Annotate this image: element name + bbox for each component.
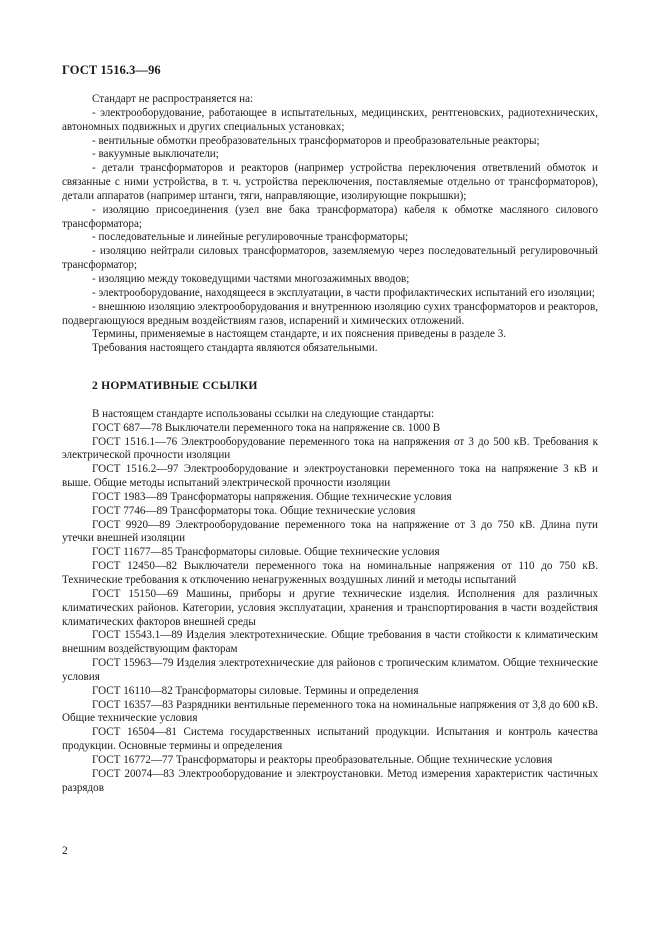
reference-entry: ГОСТ 9920—89 Электрооборудование переменного тока на напряжение от 3 до 750 кВ. Длина пути утечки внешней изоляции	[62, 518, 598, 545]
reference-entry: ГОСТ 1983—89 Трансформаторы напряжения. Общие технические условия	[92, 490, 452, 503]
standard-code-header: ГОСТ 1516.3—96	[62, 63, 161, 77]
reference-entry: ГОСТ 15150—69 Машины, приборы и другие технические изделия. Исполнения для различных климатических районов. Категории, условия эксплуатации, хранения и транспортирования в части воздействия климатических факторов внешней среды	[62, 587, 598, 628]
reference-entry: ГОСТ 20074—83 Электрооборудование и электроустановки. Метод измерения характеристик частичных разрядов	[62, 767, 598, 794]
reference-entry: ГОСТ 15963—79 Изделия электротехнические для районов с тропическим климатом. Общие технические условия	[62, 657, 598, 683]
scope-item: - вакуумные выключатели;	[92, 148, 219, 161]
page-content	[62, 93, 598, 796]
scope-item: - детали трансформаторов и реакторов (например устройства переключения ответвлений обмоток и связанные с ними устройства, в т. ч. устройства переключения, поставляемые отдельно от трансформаторов), детали аппаратов (например штанги, тяги, направляющие, изолирующие покрышки);	[62, 162, 598, 202]
scope-item: - изоляцию между токоведущими частями многозажимных вводов;	[92, 272, 410, 285]
scope-intro: Стандарт не распространяется на:	[92, 93, 254, 105]
page-number: 2	[62, 845, 68, 857]
reference-entry: ГОСТ 11677—85 Трансформаторы силовые. Общие технические условия	[92, 546, 440, 559]
reference-entry: ГОСТ 1516.2—97 Электрооборудование и электроустановки переменного тока на напряжение 3 кВ и выше. Общие методы испытаний электрической прочности изоляции	[62, 463, 598, 490]
reference-entry: ГОСТ 687—78 Выключатели переменного тока на напряжение св. 1000 В	[92, 421, 441, 434]
reference-entry: ГОСТ 16772—77 Трансформаторы и реакторы преобразовательные. Общие технические условия	[92, 753, 553, 766]
scope-item: - электрооборудование, работающее в испытательных, медицинских, рентгеновских, радиотехнических, автономных подвижных и других специальных установках;	[62, 106, 598, 133]
terms-note: Термины, применяемые в настоящем стандарте, и их пояснения приведены в разделе 3.	[92, 328, 507, 341]
scope-item: - вентильные обмотки преобразовательных трансформаторов и преобразовательные реакторы;	[92, 134, 540, 147]
references-intro: В настоящем стандарте использованы ссылки на следующие стандарты:	[92, 407, 435, 420]
reference-entry: ГОСТ 16110—82 Трансформаторы силовые. Термины и определения	[92, 684, 419, 697]
scope-item: - изоляцию присоединения (узел вне бака трансформатора) кабеля к обмотке масляного силового трансформатора;	[62, 203, 598, 230]
reference-entry: ГОСТ 12450—82 Выключатели переменного тока на номинальные напряжения от 110 до 750 кВ. Технические требования к отключению ненагруженных воздушных линий и методы испытаний	[62, 560, 598, 586]
scope-item: - изоляцию нейтрали силовых трансформаторов, заземляемую через последовательный регулировочный трансформатор;	[62, 245, 598, 272]
reference-entry: ГОСТ 1516.1—76 Электрооборудование переменного тока на напряжения от 3 до 500 кВ. Требования к электрической прочности изоляции	[62, 435, 598, 462]
reference-entry: ГОСТ 16357—83 Разрядники вентильные переменного тока на номинальные напряжения от 3,8 до 600 кВ. Общие технические условия	[62, 698, 598, 725]
reference-entry: ГОСТ 15543.1—89 Изделия электротехнические. Общие требования в части стойкости к климатическим внешним воздействующим факторам	[62, 629, 598, 656]
reference-entry: ГОСТ 16504—81 Система государственных испытаний продукции. Испытания и контроль качества продукции. Основные термины и определения	[62, 726, 598, 753]
scope-item: - последовательные и линейные регулировочные трансформаторы;	[92, 231, 409, 244]
scope-item: - внешнюю изоляцию электрооборудования и внутреннюю изоляцию сухих трансформаторов и реакторов, подвергающуюся вредным воздействиям газов, испарений и химических отложений.	[62, 300, 598, 327]
section-title: 2 НОРМАТИВНЫЕ ССЫЛКИ	[92, 379, 258, 393]
scope-item: - электрооборудование, находящееся в эксплуатации, в части профилактических испытаний его изоляции;	[92, 286, 595, 299]
reference-entry: ГОСТ 7746—89 Трансформаторы тока. Общие технические условия	[92, 504, 416, 517]
mandatory-note: Требования настоящего стандарта являются обязательными.	[92, 342, 378, 355]
